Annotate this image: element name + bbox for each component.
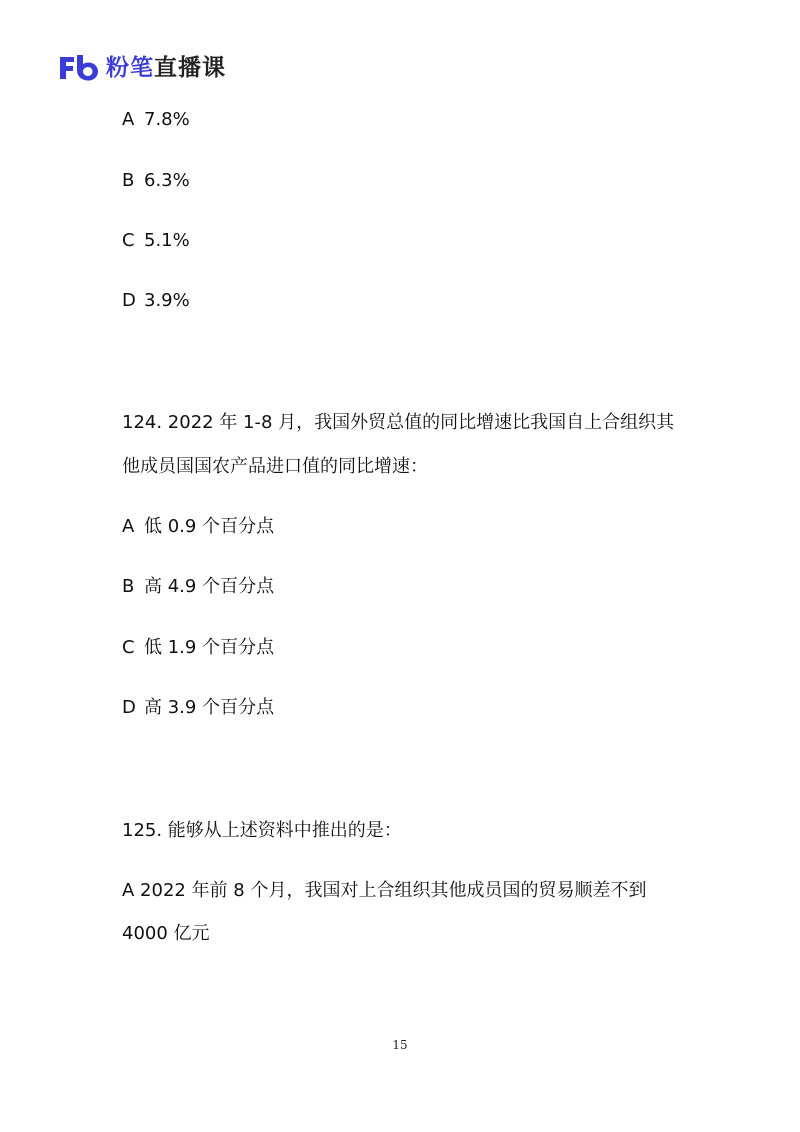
q124-option-a	[122, 515, 274, 539]
q125-stem: 125. 能够从上述资料中推出的是：	[122, 820, 402, 841]
option-letter: C	[122, 230, 135, 251]
option-text: 低 1.9 个百分点	[144, 637, 275, 658]
q123-option-b	[122, 169, 190, 193]
q125-option-a-line2: 4000 亿元	[122, 923, 210, 944]
option-letter: B	[122, 576, 135, 597]
q124-option-d	[122, 696, 274, 720]
q124-stem-line1: 124. 2022 年 1-8 月，我国外贸总值的同比增速比我国自上合组织其	[122, 412, 675, 433]
logo-brand-text: 粉笔	[106, 55, 154, 81]
option-text: 7.8%	[144, 109, 190, 130]
option-letter: A	[122, 109, 135, 130]
header-logo	[58, 52, 226, 84]
option-letter: D	[122, 697, 136, 718]
option-letter: C	[122, 637, 135, 658]
q124-option-c	[122, 636, 274, 660]
logo-text	[106, 53, 226, 83]
logo-sub-text: 直播课	[154, 55, 226, 81]
option-letter: B	[122, 170, 135, 191]
option-letter: D	[122, 290, 136, 311]
option-text: 5.1%	[144, 230, 190, 251]
q124-option-b	[122, 575, 274, 599]
option-letter: A	[122, 516, 135, 537]
option-text: 6.3%	[144, 170, 190, 191]
q123-option-a	[122, 108, 190, 132]
option-text: 3.9%	[144, 290, 190, 311]
page-number: 15	[392, 1038, 408, 1052]
option-text: 低 0.9 个百分点	[144, 516, 275, 537]
q125-option-a-line1: A 2022 年前 8 个月，我国对上合组织其他成员国的贸易顺差不到	[122, 880, 647, 901]
q123-option-c	[122, 229, 190, 253]
option-text: 高 3.9 个百分点	[144, 697, 275, 718]
option-text: 高 4.9 个百分点	[144, 576, 275, 597]
fenbi-logo-icon	[58, 53, 102, 83]
q123-option-d	[122, 289, 190, 313]
q124-stem-line2: 他成员国国农产品进口值的同比增速：	[122, 456, 428, 477]
